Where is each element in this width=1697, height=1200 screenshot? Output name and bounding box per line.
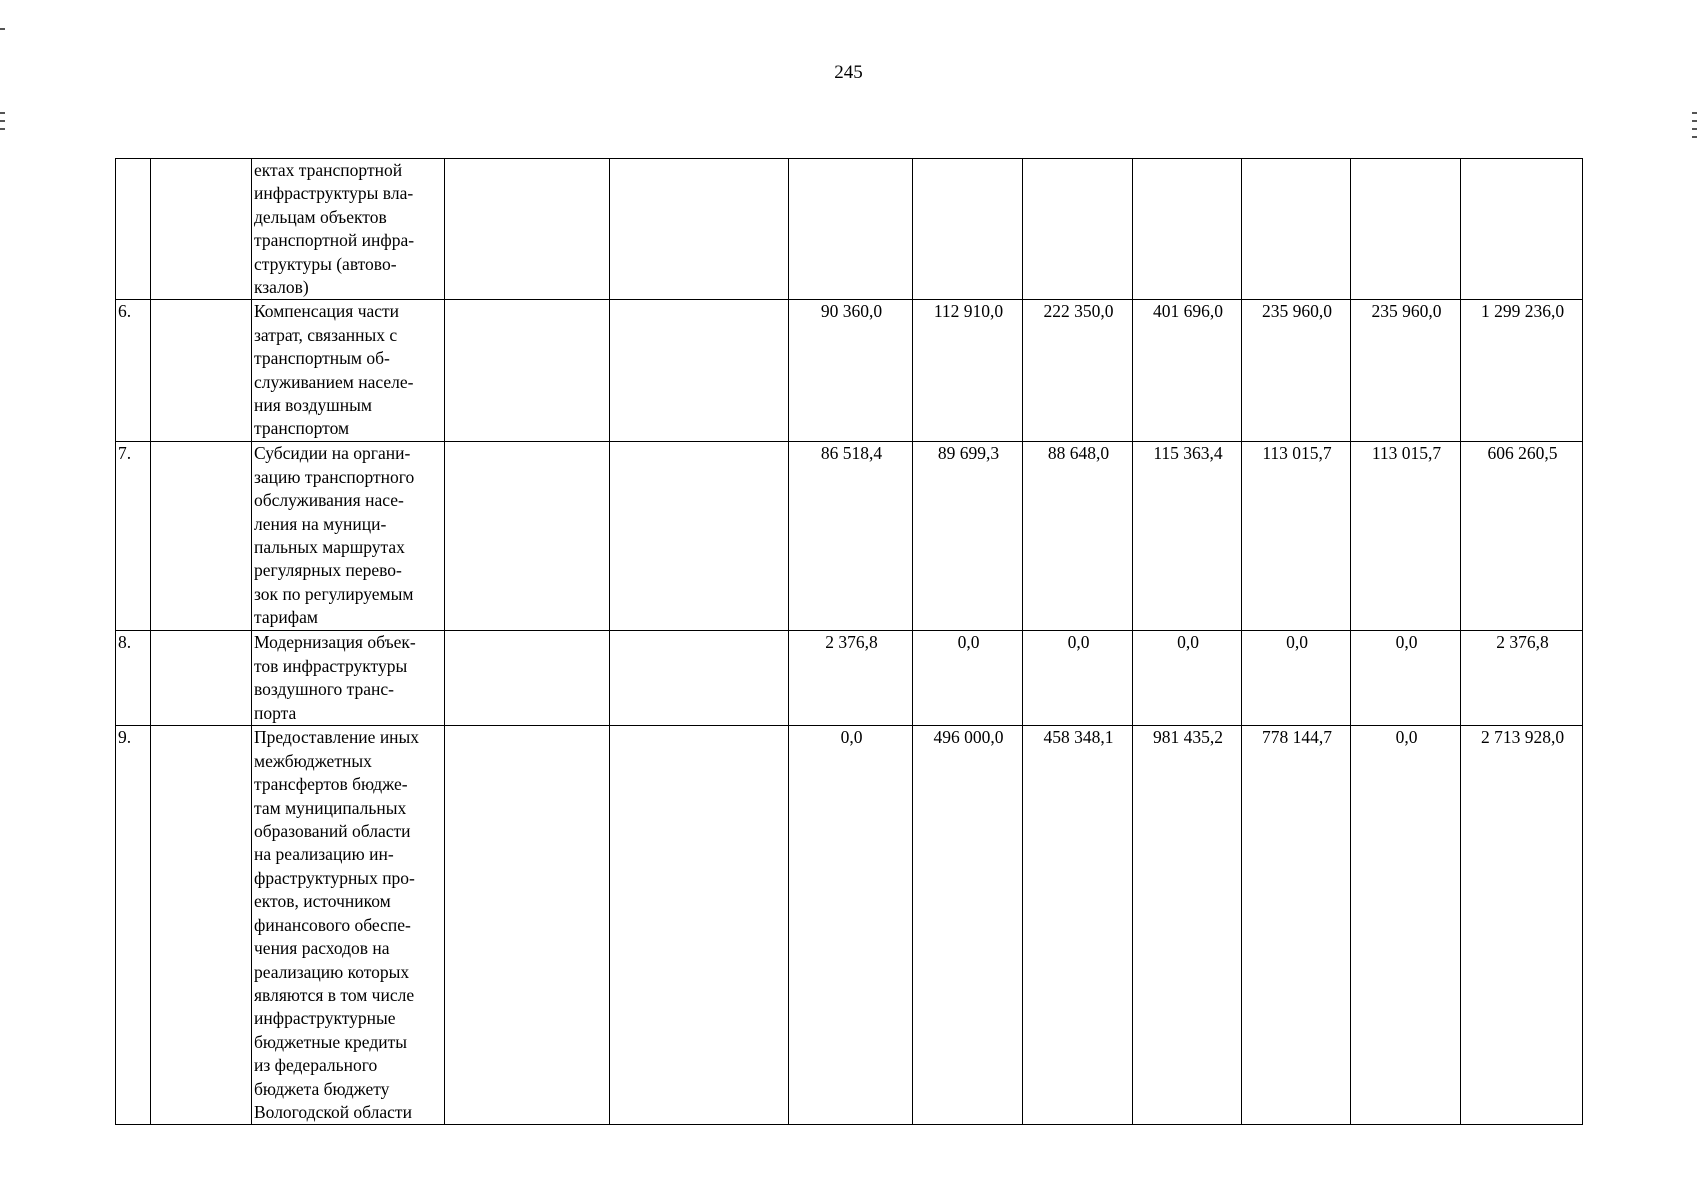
value-cell: 90 360,0	[789, 300, 913, 442]
value-cell: 0,0	[1023, 631, 1133, 726]
row-description: Субсидии на органи- зацию транспортного обслуживания насе- ления на муници- пальных маршрутах регулярных перево- зок по регулируемым тарифам	[252, 442, 445, 631]
value-cell: 113 015,7	[1351, 442, 1461, 631]
row-description: Компенсация части затрат, связанных с транспортным об- служиванием населе- ния воздушным транспортом	[252, 300, 445, 442]
value-cell: 458 348,1	[1023, 726, 1133, 1125]
total-cell	[1461, 159, 1583, 300]
value-cell: 778 144,7	[1242, 726, 1351, 1125]
value-cell: 0,0	[1133, 631, 1242, 726]
total-cell: 2 713 928,0	[1461, 726, 1583, 1125]
empty-cell	[445, 159, 610, 300]
empty-cell	[445, 726, 610, 1125]
row-index: 6.	[116, 300, 151, 442]
value-cell: 89 699,3	[913, 442, 1023, 631]
value-cell	[789, 159, 913, 300]
row-description: Модернизация объек- тов инфраструктуры воздушного транс- порта	[252, 631, 445, 726]
row-description: Предоставление иных межбюджетных трансфертов бюдже- там муниципальных образований области на реализацию ин- фраструктурных про- ектов, источником финансового обеспе- чения расходов на реализацию которых являются в том числе инфраструктурные бюджетные кредиты из федерального бюджета бюджету Вологодской области	[252, 726, 445, 1125]
value-cell	[1242, 159, 1351, 300]
scan-edge-mark	[0, 120, 5, 122]
value-cell: 88 648,0	[1023, 442, 1133, 631]
empty-cell	[610, 300, 789, 442]
value-cell: 0,0	[1351, 631, 1461, 726]
code-cell	[151, 442, 252, 631]
page-number: 245	[834, 62, 863, 83]
value-cell: 235 960,0	[1242, 300, 1351, 442]
value-cell	[1023, 159, 1133, 300]
empty-cell	[445, 631, 610, 726]
value-cell: 0,0	[1242, 631, 1351, 726]
table-row	[116, 159, 1583, 300]
code-cell	[151, 726, 252, 1125]
scan-edge-mark	[0, 112, 5, 114]
value-cell	[1133, 159, 1242, 300]
empty-cell	[610, 631, 789, 726]
value-cell: 496 000,0	[913, 726, 1023, 1125]
row-index: 8.	[116, 631, 151, 726]
budget-table	[115, 158, 1583, 1125]
empty-cell	[445, 300, 610, 442]
value-cell	[913, 159, 1023, 300]
total-cell: 2 376,8	[1461, 631, 1583, 726]
row-index: 9.	[116, 726, 151, 1125]
empty-cell	[610, 159, 789, 300]
value-cell: 0,0	[913, 631, 1023, 726]
empty-cell	[445, 442, 610, 631]
value-cell	[1351, 159, 1461, 300]
value-cell: 981 435,2	[1133, 726, 1242, 1125]
row-index	[116, 159, 151, 300]
value-cell: 235 960,0	[1351, 300, 1461, 442]
table-row	[116, 442, 1583, 631]
value-cell: 86 518,4	[789, 442, 913, 631]
table-row	[116, 300, 1583, 442]
scan-edge-mark	[1692, 112, 1697, 114]
value-cell: 112 910,0	[913, 300, 1023, 442]
empty-cell	[610, 442, 789, 631]
value-cell: 0,0	[789, 726, 913, 1125]
empty-cell	[610, 726, 789, 1125]
table-row	[116, 726, 1583, 1125]
total-cell: 606 260,5	[1461, 442, 1583, 631]
code-cell	[151, 631, 252, 726]
row-index: 7.	[116, 442, 151, 631]
value-cell: 0,0	[1351, 726, 1461, 1125]
scan-edge-mark	[1692, 128, 1697, 130]
value-cell: 401 696,0	[1133, 300, 1242, 442]
row-description: ектах транспортной инфраструктуры вла- дельцам объектов транспортной инфра- структуры (автово- кзалов)	[252, 159, 445, 300]
scan-edge-mark	[1692, 136, 1697, 138]
code-cell	[151, 300, 252, 442]
code-cell	[151, 159, 252, 300]
scan-edge-mark	[1692, 120, 1697, 122]
scan-edge-mark	[0, 128, 5, 130]
table-row	[116, 631, 1583, 726]
scan-edge-mark	[0, 28, 5, 30]
value-cell: 222 350,0	[1023, 300, 1133, 442]
total-cell: 1 299 236,0	[1461, 300, 1583, 442]
value-cell: 2 376,8	[789, 631, 913, 726]
value-cell: 115 363,4	[1133, 442, 1242, 631]
value-cell: 113 015,7	[1242, 442, 1351, 631]
